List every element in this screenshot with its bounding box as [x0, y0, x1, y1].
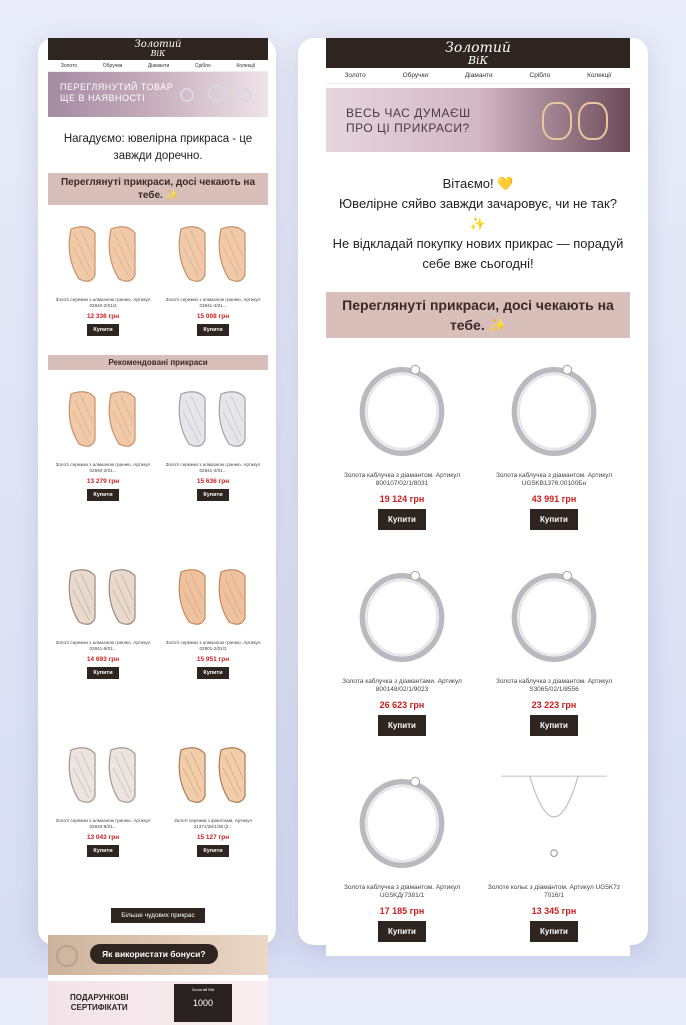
product-image[interactable]	[337, 758, 467, 878]
email-preview-right	[298, 38, 648, 945]
viewed-heading: Переглянуті прикраси, досі чекають на тебе. ✨	[326, 292, 630, 338]
product-image[interactable]	[53, 556, 153, 634]
product-price: 13 043 грн	[86, 834, 120, 841]
more-button-wrap	[48, 904, 268, 923]
product-title[interactable]: Золоті сережки з алмазною гранню. Артикул 02841-9/01...	[55, 640, 151, 651]
buy-button[interactable]: Купити	[197, 489, 228, 501]
product-price: 43 991 грн	[531, 494, 577, 504]
product-price: 15 951 грн	[196, 656, 230, 663]
buy-button[interactable]: Купити	[378, 921, 426, 942]
product-image[interactable]	[489, 552, 619, 672]
nav-item-diamonds[interactable]: Діаманти	[147, 62, 170, 69]
product-image[interactable]	[53, 734, 153, 812]
email-body	[326, 38, 630, 956]
product-image[interactable]	[337, 346, 467, 466]
nav-item-silver[interactable]: Срібло	[529, 72, 551, 79]
buy-button[interactable]: Купити	[378, 715, 426, 736]
product-card[interactable]	[326, 544, 478, 750]
reminder-text: Нагадуємо: ювелірна прикраса - це завжди доречно.	[63, 133, 253, 162]
product-card[interactable]	[326, 750, 478, 956]
product-image[interactable]	[53, 378, 153, 456]
recommended-heading: Рекомендовані прикраси	[48, 355, 268, 370]
buy-button[interactable]: Купити	[530, 921, 578, 942]
product-title[interactable]: Золоте кольє з діамантом. Артикул UG5K7z 7016/1	[487, 884, 621, 899]
product-title[interactable]: Золота каблучка з діамантом. Артикул UG5KB1376.00100Бн	[495, 472, 613, 487]
stud-earring-image	[180, 88, 194, 102]
gift-certificates-banner[interactable]	[48, 981, 268, 1025]
product-price: 15 636 грн	[196, 478, 230, 485]
product-card[interactable]	[48, 726, 158, 904]
product-card[interactable]	[478, 750, 630, 956]
product-title[interactable]: Золота каблучка з діамантами. Артикул 800148/02/1/9023	[342, 678, 462, 693]
hero-banner[interactable]	[326, 88, 630, 152]
buy-button[interactable]: Купити	[530, 509, 578, 530]
product-title[interactable]: Золота каблучка з діамантом. Артикул UG5KДг7381/1	[343, 884, 461, 899]
product-title[interactable]: Золоті сережки з алмазною гранню. Артикул 02901-2/01/2	[165, 640, 261, 651]
product-image[interactable]	[163, 213, 263, 291]
product-image[interactable]	[337, 552, 467, 672]
product-price: 12 336 грн	[86, 313, 120, 320]
buy-button[interactable]: Купити	[87, 489, 118, 501]
buy-button[interactable]: Купити	[530, 715, 578, 736]
product-title[interactable]: Золота каблучка з діамантом. Артикул S3065/02/1/8556	[495, 678, 613, 693]
buy-button[interactable]: Купити	[378, 509, 426, 530]
nav-item-collections[interactable]: Колекції	[587, 72, 612, 79]
product-title[interactable]: Золоті сережки з алмазною гранню. Артикул 02841-4/01...	[165, 462, 261, 473]
hero-banner[interactable]	[48, 72, 268, 117]
nav-menu	[326, 68, 630, 84]
buy-button[interactable]: Купити	[197, 667, 228, 679]
product-image[interactable]	[163, 556, 263, 634]
product-price: 13 279 грн	[86, 478, 120, 485]
email-body	[48, 38, 268, 1025]
nav-item-collections[interactable]: Колекції	[236, 62, 256, 69]
product-title[interactable]: Золота каблучка з діамантом. Артикул 800107/02/1/8031	[343, 472, 461, 487]
product-card[interactable]	[158, 548, 268, 726]
product-card[interactable]	[158, 370, 268, 548]
earring-image	[578, 102, 608, 140]
product-image[interactable]	[489, 758, 619, 878]
product-card[interactable]	[158, 205, 268, 345]
bonus-button[interactable]: Як використати бонуси?	[90, 944, 218, 964]
product-card[interactable]	[48, 548, 158, 726]
product-price: 17 185 грн	[379, 906, 425, 916]
nav-item-gold[interactable]: Золото	[60, 62, 78, 69]
banner-text: ВЕСЬ ЧАС ДУМАЄШ ПРО ЦІ ПРИКРАСИ?	[346, 106, 471, 135]
brand-logo[interactable]: Золотий ВіК	[445, 39, 511, 67]
product-card[interactable]	[158, 726, 268, 904]
product-price: 23 223 грн	[531, 700, 577, 710]
product-price: 13 345 грн	[531, 906, 577, 916]
email-preview-left	[38, 38, 276, 1012]
buy-button[interactable]: Купити	[87, 324, 118, 336]
gift-card-image: Золотий ВіК 1000	[174, 984, 232, 1022]
buy-button[interactable]: Купити	[87, 667, 118, 679]
product-image[interactable]	[53, 213, 153, 291]
nav-item-wedding-rings[interactable]: Обручки	[102, 62, 123, 69]
brand-logo[interactable]: Золотий ВіК	[134, 39, 182, 58]
viewed-products	[48, 205, 268, 345]
product-image[interactable]	[163, 378, 263, 456]
product-price: 26 623 грн	[379, 700, 425, 710]
more-jewelry-button[interactable]: Більше чудових прикрас	[111, 908, 205, 923]
product-title[interactable]: Золоті сережки з алмазною гранню. Артикул 02840-2/01/2	[55, 297, 151, 308]
product-image[interactable]	[163, 734, 263, 812]
buy-button[interactable]: Купити	[87, 845, 118, 857]
banner-text: ПЕРЕГЛЯНУТИЙ ТОВАР ЩЕ В НАЯВНОСТІ	[60, 82, 174, 103]
nav-item-gold[interactable]: Золото	[344, 72, 366, 79]
viewed-products	[326, 338, 630, 956]
product-image[interactable]	[489, 346, 619, 466]
product-price: 15 127 грн	[196, 834, 230, 841]
earring-image	[542, 102, 572, 140]
product-price: 19 124 грн	[379, 494, 425, 504]
header-logo-bar[interactable]	[326, 38, 630, 68]
product-card[interactable]	[326, 338, 478, 544]
product-title[interactable]: Золоті сережки з фіанітами. Артикул 21371/28/1/36 (2...	[174, 818, 252, 829]
product-card[interactable]	[478, 338, 630, 544]
product-price: 15 008 грн	[196, 313, 230, 320]
nav-item-silver[interactable]: Срібло	[194, 62, 211, 69]
nav-item-diamonds[interactable]: Діаманти	[464, 72, 493, 79]
product-card[interactable]	[48, 205, 158, 345]
certificates-text: ПОДАРУНКОВІ СЕРТИФІКАТИ	[70, 993, 129, 1012]
product-title[interactable]: Золоті сережки з алмазною гранню. Артикул 02840-9/01...	[55, 818, 151, 829]
buy-button[interactable]: Купити	[197, 324, 228, 336]
bonus-banner[interactable]	[48, 935, 268, 975]
ring-image	[56, 945, 78, 967]
nav-menu	[48, 60, 268, 72]
nav-item-wedding-rings[interactable]: Обручки	[402, 72, 429, 79]
buy-button[interactable]: Купити	[197, 845, 228, 857]
product-title[interactable]: Золоті сережки з алмазною гранню. Артикул 02841-4/01...	[165, 297, 261, 308]
viewed-heading: Переглянуті прикраси, досі чекають на тебе. ✨	[48, 173, 268, 205]
stud-earring-image	[208, 84, 226, 102]
recommended-products	[48, 370, 268, 904]
greeting-text: Вітаємо! 💛 Ювелірне сяйво завжди зачаровує, чи не так? ✨ Не відкладай покупку нових прикрас — порадуй себе вже сьогодні!	[332, 176, 624, 271]
stud-earring-image	[238, 88, 252, 102]
product-card[interactable]	[48, 370, 158, 548]
header-logo-bar[interactable]	[48, 38, 268, 60]
product-card[interactable]	[478, 544, 630, 750]
product-title[interactable]: Золоті сережки з алмазною гранню. Артикул 02840-2/01...	[55, 462, 151, 473]
product-price: 14 693 грн	[86, 656, 120, 663]
